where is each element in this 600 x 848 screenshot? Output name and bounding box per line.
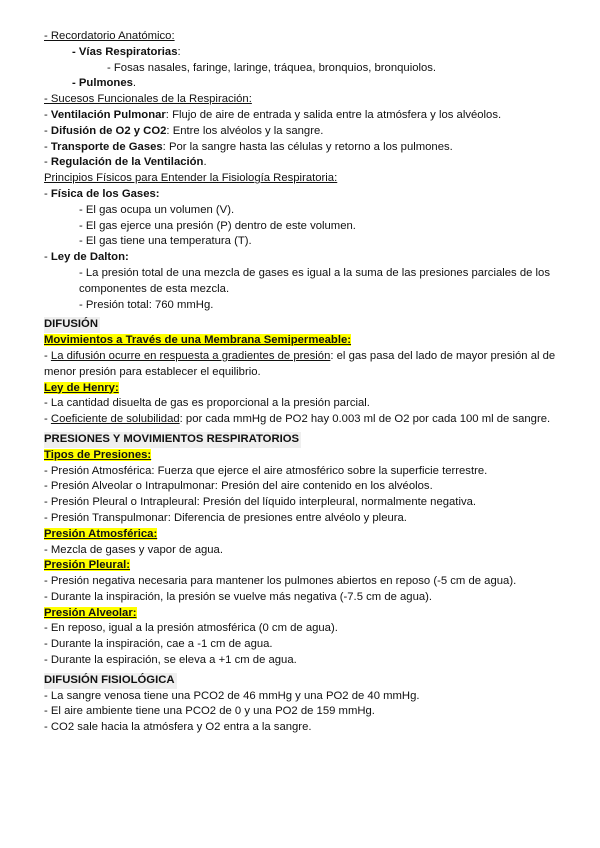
difusion-title: DIFUSIÓN xyxy=(44,317,100,333)
henry-underlined: Coeficiente de solubilidad xyxy=(50,413,180,426)
vias-items: - Fosas nasales, faringe, laringe, tráquea, bronquios, bronquiolos. xyxy=(107,61,437,74)
tipos-heading-line xyxy=(44,448,560,464)
item-dash: - xyxy=(44,156,51,169)
fisiologica-title: DIFUSIÓN FISIOLÓGICA xyxy=(44,673,177,689)
dalton-dash: - xyxy=(44,251,51,264)
list-item: - Durante la inspiración, cae a -1 cm de agua. xyxy=(44,638,273,651)
pleural-heading-line xyxy=(44,558,560,574)
henry-heading-line xyxy=(44,381,560,397)
item-text: . xyxy=(203,156,207,169)
henry-text: : por cada mmHg de PO2 hay 0.003 ml de O2 por cada 100 ml de sangre. xyxy=(179,413,551,426)
list-item: - Presión total: 760 mmHg. xyxy=(79,298,214,311)
list-item: - El gas ocupa un volumen (V). xyxy=(79,203,235,216)
tipos-heading: Tipos de Presiones: xyxy=(44,448,152,461)
list-item: - CO2 sale hacia la atmósfera y O2 entra a la sangre. xyxy=(44,721,312,734)
vias-label: - Vías Respiratorias xyxy=(72,45,178,58)
fisica-line xyxy=(44,187,560,203)
vias-tail: : xyxy=(177,45,181,58)
difusion-title-line xyxy=(44,317,560,333)
list-item: - En reposo, igual a la presión atmosférica (0 cm de agua). xyxy=(44,622,338,635)
list-item: - Presión Pleural o Intrapleural: Presión del líquido interpleural, normalmente negativa. xyxy=(44,496,477,509)
sucesos-title: - Sucesos Funcionales de la Respiración: xyxy=(44,93,252,106)
dalton-label: Ley de Dalton: xyxy=(50,251,129,264)
list-item: - La sangre venosa tiene una PCO2 de 46 mmHg y una PO2 de 40 mmHg. xyxy=(44,689,420,702)
membrana-text: : el gas pasa del lado de mayor presión al de menor presión para establecer el equilibrio. xyxy=(44,349,556,378)
membrana-dash: - xyxy=(44,349,51,362)
presiones-title-line xyxy=(44,432,560,448)
fisiologica-title-line xyxy=(44,673,560,689)
item-dash: - xyxy=(44,108,51,121)
list-item xyxy=(44,155,560,171)
item-text: : Entre los alvéolos y la sangre. xyxy=(166,124,324,137)
item-label: Ventilación Pulmonar xyxy=(50,108,166,121)
item-text: : Flujo de aire de entrada y salida entre la atmósfera y los alvéolos. xyxy=(165,108,502,121)
item-dash: - xyxy=(44,140,51,153)
list-item: - La presión total de una mezcla de gases es igual a la suma de las presiones parciales de los componentes de esta mezcla. xyxy=(79,266,550,295)
dalton-line xyxy=(44,250,560,266)
list-item: - Durante la inspiración, la presión se vuelve más negativa (-7.5 cm de agua). xyxy=(44,590,433,603)
presiones-title: PRESIONES Y MOVIMIENTOS RESPIRATORIOS xyxy=(44,432,301,448)
item-label: Regulación de la Ventilación xyxy=(50,156,204,169)
list-item: - Presión Alveolar o Intrapulmonar: Presión del aire contenido en los alvéolos. xyxy=(44,480,433,493)
henry-heading: Ley de Henry: xyxy=(44,381,119,394)
principios-title: Principios Físicos para Entender la Fisiología Respiratoria: xyxy=(44,172,338,185)
atm-heading-line xyxy=(44,527,560,543)
vias-line xyxy=(44,45,560,61)
pulmones-label: - Pulmones xyxy=(72,77,133,90)
henry-item-2 xyxy=(44,412,560,428)
fisica-label: Física de los Gases: xyxy=(50,187,160,200)
item-label: Difusión de O2 y CO2 xyxy=(50,124,167,137)
list-item: - El aire ambiente tiene una PCO2 de 0 y una PO2 de 159 mmHg. xyxy=(44,705,375,718)
list-item xyxy=(44,124,560,140)
list-item xyxy=(44,108,560,124)
recordatorio-title: - Recordatorio Anatómico: xyxy=(44,30,175,42)
fisica-dash: - xyxy=(44,187,51,200)
document-page xyxy=(44,29,560,736)
list-item: - Durante la espiración, se eleva a +1 cm de agua. xyxy=(44,654,297,667)
alveolar-heading-line xyxy=(44,606,560,622)
membrana-item xyxy=(44,349,560,381)
atm-heading: Presión Atmosférica: xyxy=(44,527,158,540)
item-dash: - xyxy=(44,124,51,137)
pulmones-tail: . xyxy=(132,77,137,90)
pleural-heading: Presión Pleural: xyxy=(44,559,131,572)
alveolar-heading: Presión Alveolar: xyxy=(44,606,137,619)
item-text: : Por la sangre hasta las células y retorno a los pulmones. xyxy=(162,140,453,153)
list-item: - La cantidad disuelta de gas es proporcional a la presión parcial. xyxy=(44,397,370,410)
list-item: - El gas ejerce una presión (P) dentro de este volumen. xyxy=(79,219,356,232)
list-item: - Presión Atmosférica: Fuerza que ejerce el aire atmosférico sobre la superficie terrestre. xyxy=(44,464,488,477)
list-item: - El gas tiene una temperatura (T). xyxy=(79,235,252,248)
pulmones-line xyxy=(44,76,560,92)
membrana-underlined: La difusión ocurre en respuesta a gradientes de presión xyxy=(50,349,331,362)
membrana-heading: Movimientos a Través de una Membrana Semipermeable: xyxy=(44,334,352,347)
list-item: - Presión negativa necesaria para mantener los pulmones abiertos en reposo (-5 cm de agua). xyxy=(44,575,517,588)
item-label: Transporte de Gases xyxy=(50,140,163,153)
henry-dash: - xyxy=(44,413,51,426)
list-item: - Presión Transpulmonar: Diferencia de presiones entre alvéolo y pleura. xyxy=(44,511,407,524)
membrana-heading-line xyxy=(44,333,560,349)
list-item: - Mezcla de gases y vapor de agua. xyxy=(44,543,223,556)
list-item xyxy=(44,140,560,156)
